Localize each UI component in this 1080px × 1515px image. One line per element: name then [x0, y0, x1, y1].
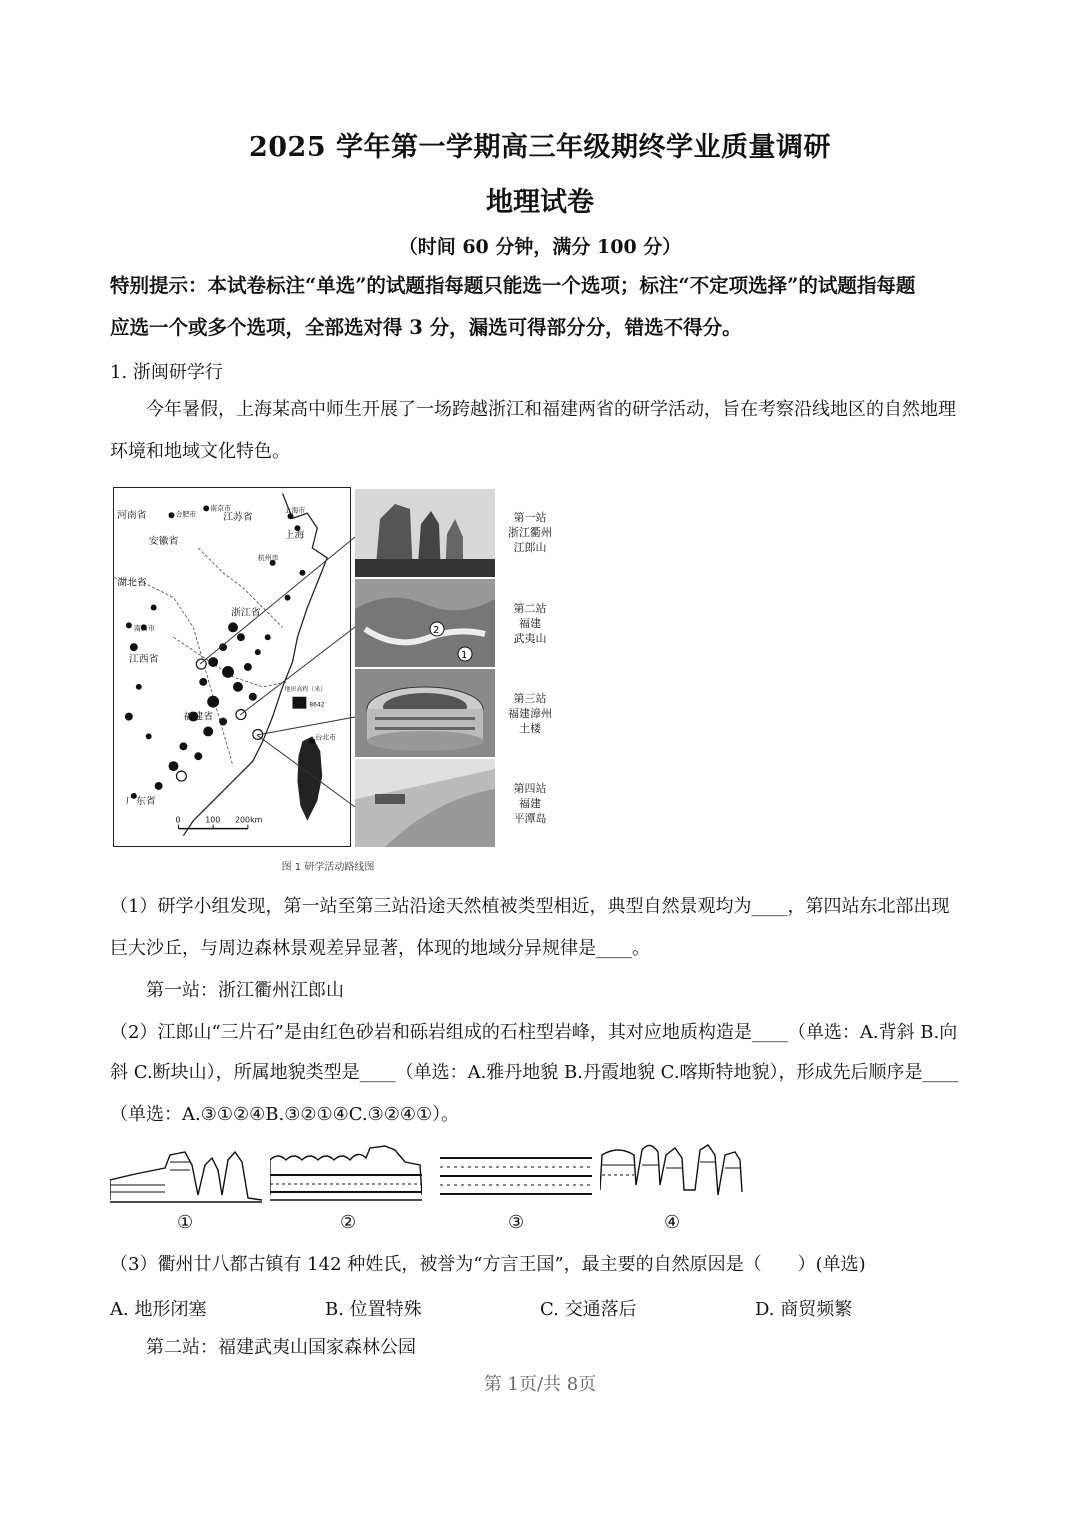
q3-option-a: A. 地形闭塞 [110, 1299, 207, 1320]
strata-label-1: ① [177, 1212, 194, 1233]
scale-0: 0 [175, 815, 181, 825]
station-2-heading: 第二站：福建武夷山国家森林公园 [146, 1337, 416, 1358]
q2-line-2: 斜 C.断块山），所属地貌类型是____（单选：A.雅丹地貌 B.丹霞地貌 C.喀斯特地貌），形成先后顺序是____ [110, 1062, 959, 1083]
photo2-mark-2: 2 [433, 625, 440, 636]
q1-line-2: 巨大沙丘，与周边森林景观差异显著，体现的地域分异规律是____。 [110, 938, 650, 959]
strata-label-2: ② [340, 1212, 357, 1233]
map-label-zhejiang: 浙江省 [231, 607, 261, 619]
station-4-place: 福建 [519, 797, 541, 810]
station-2-site: 武夷山 [513, 632, 547, 645]
q2-line-3: （单选：A.③①②④B.③②①④C.③②④①）。 [110, 1104, 460, 1125]
map-label-hangzhou: 杭州市 [257, 553, 279, 562]
map-label-nanchang: 南昌市 [133, 624, 155, 633]
station-2-label: 第二站 [513, 602, 547, 615]
subject-title: 地理试卷 [486, 187, 594, 218]
route-connectors [200, 487, 360, 847]
station-2-place: 福建 [519, 617, 541, 630]
station-2-caption [500, 601, 560, 646]
photo-station-3 [355, 669, 495, 757]
strata-diagram-3 [440, 1140, 592, 1210]
time-note: （时间 60 分钟，满分 100 分） [398, 236, 682, 258]
station-1-caption [500, 510, 560, 555]
map-label-legend-value: 8642 [309, 701, 325, 709]
section-heading: 1. 浙闽研学行 [110, 362, 223, 383]
photo-station-1 [355, 489, 495, 577]
station-4-caption [500, 781, 560, 826]
strata-label-3: ③ [508, 1212, 525, 1233]
station-3-caption [500, 691, 560, 736]
page-footer: 第 1页/共 8页 [483, 1374, 597, 1395]
map-label-nanjing: 南京市 [210, 504, 231, 513]
station-4-label: 第四站 [513, 782, 547, 795]
notice-line-2: 应选一个或多个选项，全部选对得 3 分，漏选可得部分分，错选不得分。 [110, 316, 742, 339]
scale-100: 100 [205, 815, 221, 825]
map-label-hubei: 湖北省 [116, 577, 147, 589]
q3-option-c: C. 交通落后 [540, 1299, 637, 1320]
q1-line-1: （1）研学小组发现，第一站至第三站沿途天然植被类型相近，典型自然景观均为____，第四站东北部出现 [110, 896, 950, 917]
station-1-place: 浙江衢州 [508, 526, 552, 539]
station-4-site: 平潭岛 [513, 812, 547, 825]
map-label-legend: 地形高程（米） [284, 685, 327, 693]
map-label-henan: 河南省 [116, 510, 147, 522]
strata-label-4: ④ [664, 1212, 681, 1233]
map-label-fujian: 福建省 [183, 711, 214, 723]
figure-caption: 图 1 研学活动路线图 [281, 862, 375, 873]
photo2-mark-1: 1 [461, 650, 468, 661]
station-1-heading: 第一站：浙江衢州江郎山 [146, 980, 344, 1001]
photo-station-4 [355, 759, 495, 847]
map-label-jiangsu: 江苏省 [223, 512, 253, 524]
map-label-taibei: 台北市 [315, 733, 337, 742]
strata-diagram-4 [600, 1140, 745, 1210]
photo-station-2 [355, 579, 495, 667]
q2-line-1: （2）江郎山“三片石”是由红色砂岩和砾岩组成的石柱型岩峰，其对应地质构造是____（单选：A.背斜 B.向 [110, 1022, 958, 1043]
station-1-label: 第一站 [513, 511, 547, 524]
station-3-label: 第三站 [513, 692, 547, 705]
q3-option-d: D. 商贸频繁 [755, 1299, 853, 1320]
strata-diagram-1 [110, 1140, 262, 1210]
map-label-anhui: 安徽省 [148, 536, 179, 548]
exam-title: 2025 学年第一学期高三年级期终学业质量调研 [248, 132, 832, 163]
map-label-shanghai-city: 上海市 [284, 506, 306, 515]
q3-option-b: B. 位置特殊 [325, 1299, 422, 1320]
notice-line-1: 特别提示：本试卷标注“单选”的试题指每题只能选一个选项；标注“不定项选择”的试题指每题 [110, 274, 916, 297]
map-label-jiangxi: 江西省 [128, 654, 159, 666]
map-label-shanghai: 上海 [284, 530, 305, 542]
map-label-hefei: 合肥市 [175, 510, 197, 519]
q3-stem: （3）衢州廿八都古镇有 142 种姓氏，被誉为“方言王国”，最主要的自然原因是（ ）(单选) [110, 1254, 866, 1275]
strata-diagram-2 [270, 1140, 422, 1210]
station-3-place: 福建漳州 [508, 707, 552, 720]
station-3-site: 土楼 [519, 722, 541, 735]
intro-line-1: 今年暑假，上海某高中师生开展了一场跨越浙江和福建两省的研学活动，旨在考察沿线地区的自然地理 [146, 399, 956, 420]
station-1-site: 江郎山 [513, 541, 547, 554]
intro-line-2: 环境和地域文化特色。 [110, 441, 290, 462]
scale-200: 200km [234, 815, 263, 825]
map-label-guangdong: 广东省 [125, 795, 156, 807]
